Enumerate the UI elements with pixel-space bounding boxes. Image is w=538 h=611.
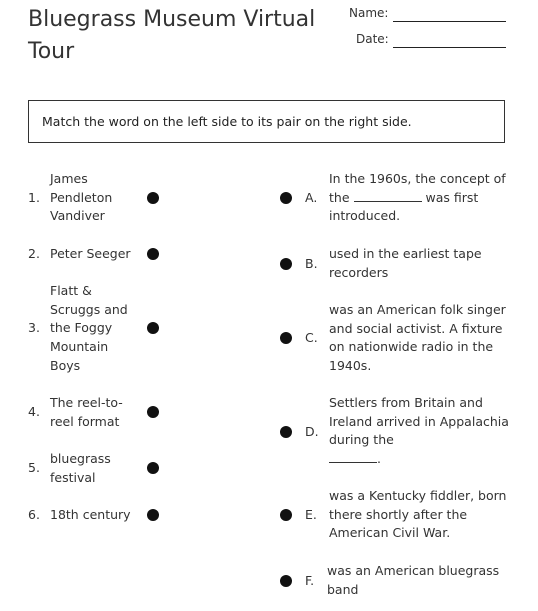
definition-item: was an American folk singer and social activist. A fixture on nationwide radio in the 1940s. (329, 302, 506, 374)
definition-letter: F. (305, 573, 315, 588)
match-dot-def-c[interactable] (280, 332, 292, 344)
definition-text: . (377, 451, 381, 467)
definition-letter: C. (305, 330, 318, 345)
match-dot-def-b[interactable] (280, 258, 292, 270)
definition-item: was an American bluegrass band (327, 563, 500, 597)
instructions-box (28, 100, 505, 143)
date-field[interactable] (393, 47, 506, 48)
term-item: 18th century (50, 507, 131, 522)
definition-letter: B. (305, 256, 318, 271)
definition-item: used in the earliest tape recorders (329, 246, 482, 280)
match-dot-term-5[interactable] (147, 462, 159, 474)
term-item: bluegrass festival (50, 451, 111, 485)
fill-in-blank (354, 191, 422, 202)
term-item: James Pendleton Vandiver (50, 171, 113, 224)
definition-letter: A. (305, 190, 318, 205)
term-item: Flatt & Scruggs and the Foggy Mountain Boys (50, 283, 128, 373)
match-dot-def-e[interactable] (280, 509, 292, 521)
fill-in-blank (329, 452, 377, 463)
term-number: 3. (28, 320, 40, 335)
term-number: 2. (28, 246, 40, 261)
term-item: The reel-to-reel format (50, 395, 123, 429)
name-field[interactable] (393, 21, 506, 22)
match-dot-def-a[interactable] (280, 192, 292, 204)
term-item: Peter Seeger (50, 246, 131, 261)
match-dot-term-2[interactable] (147, 248, 159, 260)
term-number: 1. (28, 190, 40, 205)
match-dot-term-3[interactable] (147, 322, 159, 334)
match-dot-term-6[interactable] (147, 509, 159, 521)
match-dot-term-1[interactable] (147, 192, 159, 204)
definition-item (329, 394, 513, 469)
page-title: Bluegrass Museum Virtual Tour (28, 7, 316, 64)
definition-text: In the 1960s, the concept of the (329, 171, 506, 205)
instructions-text: Match the word on the left side to its pair on the right side. (42, 114, 412, 129)
term-number: 6. (28, 507, 40, 522)
definition-item (329, 170, 513, 226)
term-number: 5. (28, 460, 40, 475)
definition-text: was first introduced. (329, 189, 479, 224)
definition-letter: D. (305, 424, 319, 439)
match-dot-term-4[interactable] (147, 406, 159, 418)
name-label: Name: (349, 6, 389, 20)
term-number: 4. (28, 404, 40, 419)
match-dot-def-d[interactable] (280, 426, 292, 438)
definition-letter: E. (305, 507, 317, 522)
definition-item: was a Kentucky fiddler, born there shortly after the American Civil War. (329, 488, 507, 541)
date-label: Date: (356, 32, 389, 46)
definition-text: Settlers from Britain and Ireland arrived in Appalachia during the (329, 395, 509, 448)
match-dot-def-f[interactable] (280, 575, 292, 587)
